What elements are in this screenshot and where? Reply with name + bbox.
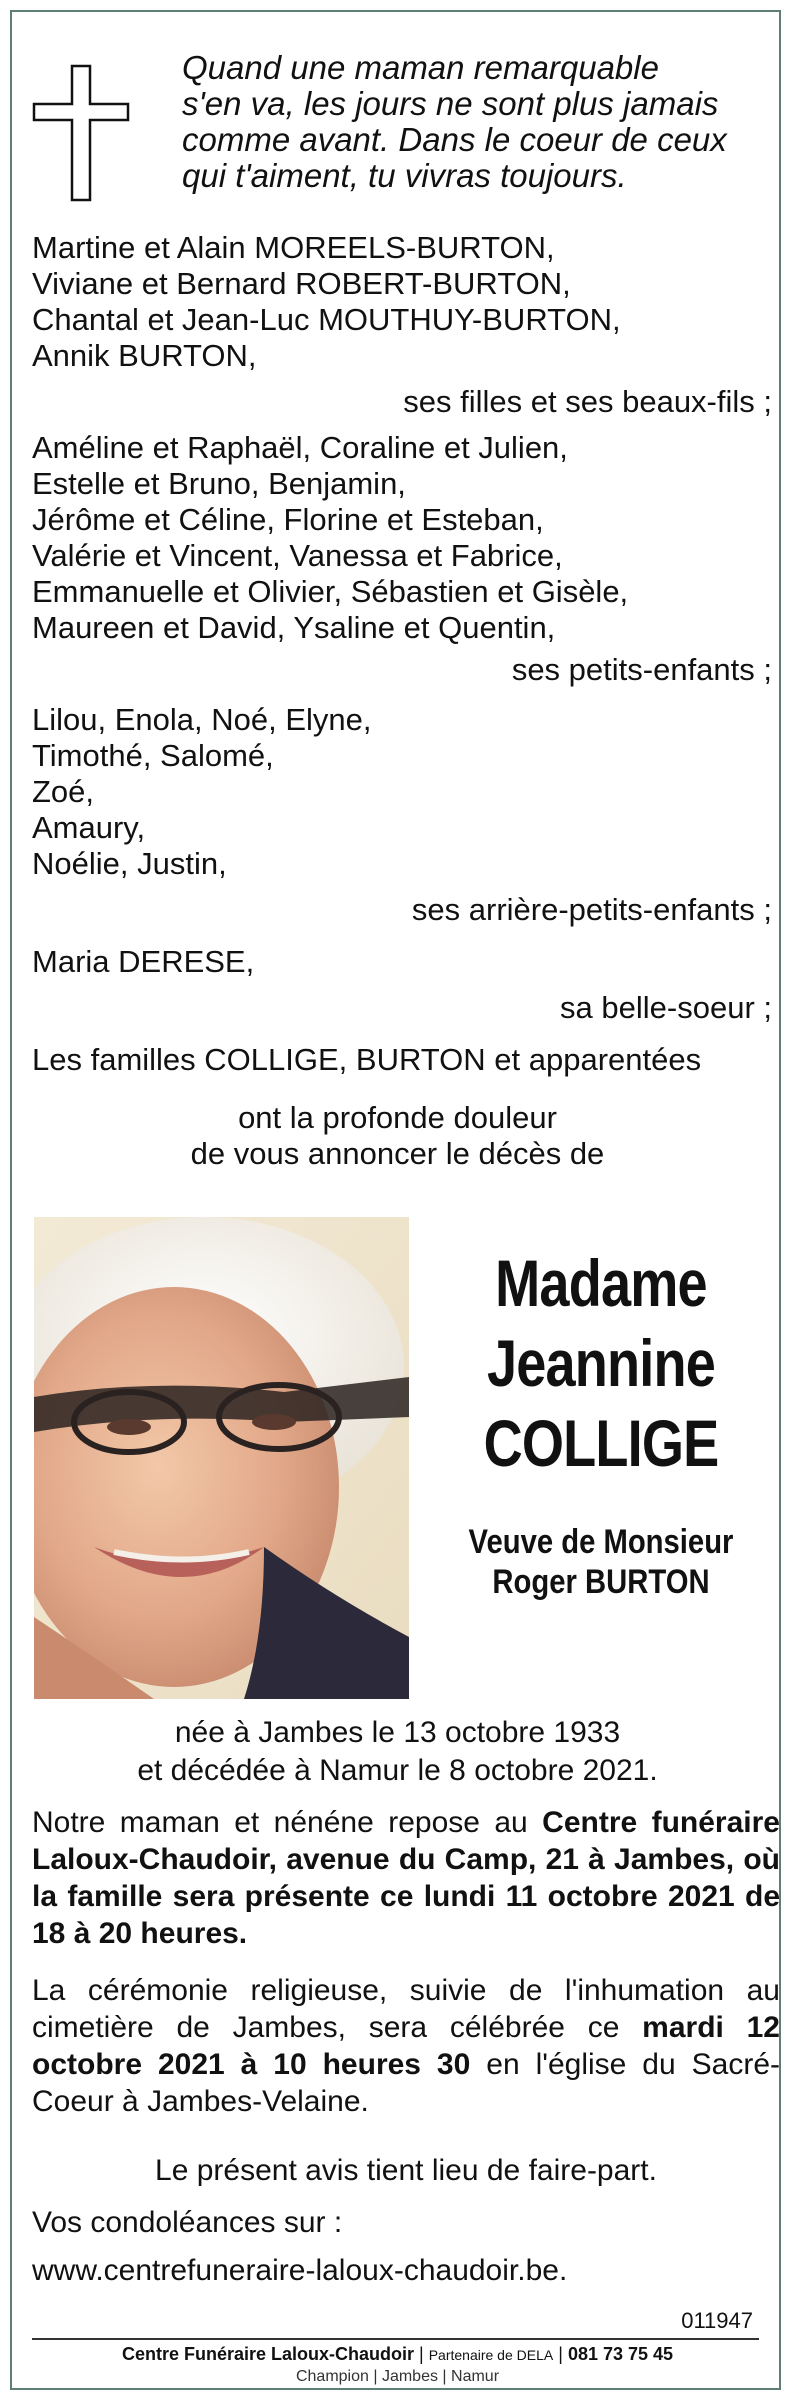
poem-line: qui t'aiment, tu vivras toujours.: [182, 157, 627, 194]
family-name-line: Emmanuelle et Olivier, Sébastien et Gisèle,: [32, 574, 629, 609]
ceremony-paragraph: [32, 1972, 780, 2120]
footer-partner: Partenaire de DELA: [428, 2347, 554, 2363]
family-relation: ses petits-enfants ;: [511, 652, 772, 687]
ceremony-date: mardi 12 octobre 2021 à 10 heures 30: [32, 2011, 780, 2081]
footer-company-name: Centre Funéraire Laloux-Chaudoir: [121, 2344, 414, 2364]
family-name-line: Martine et Alain MOREELS-BURTON,: [32, 230, 555, 265]
family-name-line: Viviane et Bernard ROBERT-BURTON,: [32, 266, 571, 301]
widow-line: Veuve de Monsieur: [468, 1523, 734, 1561]
family-name-line: Lilou, Enola, Noé, Elyne,: [32, 702, 372, 737]
portrait-photo: [34, 1217, 409, 1699]
family-group-sister-in-law: [32, 944, 772, 1026]
poem-line: Quand une maman remarquable: [182, 49, 659, 86]
family-group-great-grandchildren: [32, 702, 772, 928]
family-closing: [32, 1042, 772, 1078]
family-name-line: Chantal et Jean-Luc MOUTHUY-BURTON,: [32, 302, 621, 337]
obituary-notice: [10, 10, 781, 2390]
family-name-line: Annik BURTON,: [32, 338, 257, 373]
reference-number: 011947: [681, 2308, 753, 2333]
family-relation: ses filles et ses beaux-fils ;: [403, 384, 772, 419]
announcement-line: ont la profonde douleur: [238, 1100, 557, 1135]
repose-details: Centre funéraire Laloux-Chaudoir, avenue du Camp, 21 à Jambes, où la famille sera présente ce lundi 11 octobre 2021 de 18 à 20 heures.: [32, 1806, 780, 1950]
family-name-line: Jérôme et Céline, Florine et Esteban,: [32, 502, 544, 537]
family-name-line: Noélie, Justin,: [32, 846, 227, 881]
family-name-line: Estelle et Bruno, Benjamin,: [32, 466, 406, 501]
family-name-line: Améline et Raphaël, Coraline et Julien,: [32, 430, 568, 465]
notice-line: Le présent avis tient lieu de faire-part.: [155, 2154, 657, 2187]
family-closing-line: Les familles COLLIGE, BURTON et apparentées: [32, 1042, 702, 1077]
ceremony-location: en l'église du Sacré-Coeur à Jambes-Velaine.: [32, 2048, 780, 2118]
footer-divider: [32, 2338, 759, 2340]
family-name-line: Maureen et David, Ysaline et Quentin,: [32, 610, 556, 645]
family-group-grandchildren: [32, 430, 772, 688]
family-name-line: Timothé, Salomé,: [32, 738, 274, 773]
condolences-url[interactable]: www.centrefuneraire-laloux-chaudoir.be.: [32, 2254, 568, 2287]
birth-date: née à Jambes le 13 octobre 1933: [174, 1716, 621, 1749]
footer: [2, 2343, 791, 2388]
announcement-line: de vous annoncer le décès de: [190, 1136, 605, 1171]
announcement: [2, 1100, 791, 1172]
footer-phone: 081 73 75 45: [567, 2344, 674, 2364]
family-name-line: Amaury,: [32, 810, 146, 845]
widow-name: Roger BURTON: [492, 1563, 710, 1601]
poem-line: s'en va, les jours ne sont plus jamais: [182, 85, 719, 122]
family-relation: ses arrière-petits-enfants ;: [411, 892, 772, 927]
death-date: et décédée à Namur le 8 octobre 2021.: [137, 1754, 658, 1787]
family-name-line: Valérie et Vincent, Vanessa et Fabrice,: [32, 538, 563, 573]
family-relation: sa belle-soeur ;: [560, 990, 772, 1025]
poem: [182, 50, 782, 194]
poem-line: comme avant. Dans le coeur de ceux: [182, 121, 727, 158]
footer-locations: Champion | Jambes | Namur: [295, 2368, 500, 2385]
deceased-first-name: Jeannine: [486, 1326, 716, 1400]
condolences-label: Vos condoléances sur :: [32, 2206, 343, 2239]
footer-separator: |: [558, 2344, 568, 2364]
cross-icon: [32, 64, 130, 202]
family-group-daughters: [32, 230, 772, 420]
deceased-last-name: COLLIGE: [483, 1406, 719, 1480]
family-name-line: Maria DERESE,: [32, 944, 255, 979]
portrait-image: [34, 1217, 409, 1699]
footer-separator: |: [419, 2344, 429, 2364]
repose-paragraph: [32, 1804, 780, 1952]
repose-intro: Notre maman et nénéne repose au: [32, 1806, 543, 1839]
family-name-line: Zoé,: [32, 774, 95, 809]
ceremony-intro: La cérémonie religieuse, suivie de l'inhumation au cimetière de Jambes, sera célébrée ce: [32, 1974, 780, 2044]
deceased-title: Madame: [495, 1246, 707, 1320]
